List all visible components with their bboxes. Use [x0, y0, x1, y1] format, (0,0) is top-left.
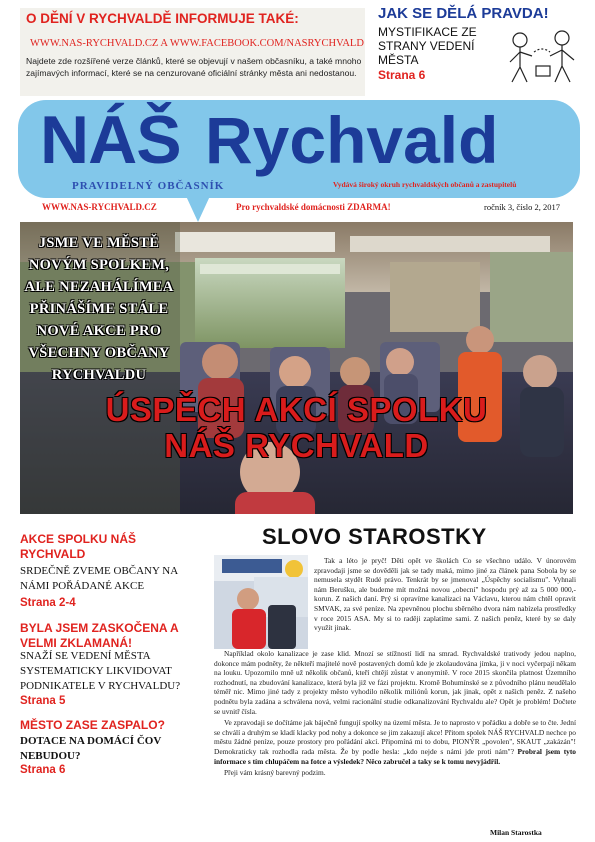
article-paragraph-4: Přeji vám krásný barevný podzim. — [224, 768, 326, 778]
left-item-3-page: Strana 6 — [20, 764, 66, 776]
cover-headline-line1: ÚSPĚCH AKCÍ SPOLKU — [105, 391, 488, 428]
cover-headline-line2: NÁŠ RYCHVALD — [164, 427, 429, 464]
masthead-publisher: Vydává široký okruh rychvaldských občanů a zastupitelů — [333, 180, 517, 189]
issue-number: ročník 3, číslo 2, 2017 — [484, 202, 561, 212]
info-box-text: Najdete zde rozšířené verze článků, které se objevují v našem občasníku, a také mnoho zajímavých informací, které se na cenzurované oficiální stránky města ani nedostanou. — [26, 56, 362, 78]
teaser-page-ref: Strana 6 — [378, 68, 426, 82]
info-box — [20, 8, 365, 96]
masthead-title-rychvald: Rychvald — [205, 103, 499, 177]
cover-headline — [20, 392, 573, 464]
left-item-3-head: MĚSTO ZASE ZASPALO? — [20, 718, 165, 732]
left-item-2-text: SNAŽÍ SE VEDENÍ MĚSTA SYSTEMATICKY LIKVIDOVAT PODNIKATELE V RYCHVALDU? — [20, 650, 181, 692]
teaser-text: MYSTIFIKACE ZE STRANY VEDENÍ MĚSTA — [378, 25, 477, 67]
article-paragraph-1 — [314, 556, 576, 635]
cover-overlay-text: JSME VE MĚSTĚ NOVÝM SPOLKEM, ALE NEZAHÁLÍMEA PŘINÁŠÍME STÁLE NOVÉ AKCE PRO VŠECHNY OBČANY RYCHVALDU — [24, 235, 174, 383]
article-paragraph-1-text: Tak a léto je pryč! Děti opět ve školách Co se všechno událo. V únorovém zpravodaji jsme se dověděli jak se tady maká, mimo jiné za článek pana Sobola by se nemusela stydět Rudé právo. Tenkrát by se jmenoval „Úspěchy socialismu". Vyhnali nám Berušku, ale budeme mít možná novou „obecní" hospodu prý až za 5 000 000,- korun. Z našich daní. Prý si opravíme kanalizaci na Václavu, kterou nám chtěl opravit SMVAK, za své peníze. Na zpevněnou plochu sběrného dvora nám nabízela prostředky v roce 2015 ASA. My si to raději zaplatíme sami. Z našich peněz, které by se daly využít jinak. — [314, 556, 576, 633]
article-paragraph-2: Například okolo kanalizace je zase klid. Mnozí se stížností lidí na smrad. Rychvaldské trativody jedou naplno, dokonce mám podněty, že někteří majitelé nově postavených domů kde je zkolaudována jímka, ji v noci vyčerpají někam na louku. Upozornilo mně už několik občanů, kteří chtějí zůstat v anonymitě. V roce 2015 skončila platnost Územního rozhodnutí, na zbudování kanalizace, která byla již ve fázi projektu. Kromě Bohumínské se z původního plánu neudělalo téměř nic. Mimo jiné tady z projekty město vyhodilo několik miliónů korun, jak jinak, opět z našich peněz. Z našeho podnětu byla zadána a schválena nová, velmi racionální studie odkanalizování Rychvaldu ale? Opět je problém! Dočtete se uvnitř čísla. — [214, 649, 576, 716]
left-item-3-text: DOTACE NA DOMÁCÍ ČOV NEBUDOU? — [20, 735, 162, 762]
left-item-1-head: AKCE SPOLKU NÁŠ RYCHVALD — [20, 532, 137, 561]
info-box-title: O DĚNÍ V RYCHVALDĚ INFORMUJE TAKÉ: — [26, 11, 299, 26]
masthead-subtitle: PRAVIDELNÝ OBČASNÍK — [72, 180, 225, 192]
article-title: SLOVO STAROSTKY — [262, 524, 487, 549]
left-item-2-page: Strana 5 — [20, 695, 66, 707]
article-photo — [214, 555, 308, 649]
article-paragraph-3-text: Ve zpravodaji se dočítáme jak báječně fungují spolky na území města. Je to naprosto v pořádku a dobře se to čte. Jední se chválí a druhým se kladí klacky pod nohy a dokonce se jim zakazují akce! Přitom spolek NÁŠ RYCHVALD nechce po městu žádné peníze, pouze prostory pro pořádání akcí. Připomíná mi to dobu, PIONÝR „povolen", SKAUT „zakázán"! Demokraticky tak rozhodla rada města. Že by podle hesla: „kdo nejde s námi jde proti nám"? — [214, 718, 576, 756]
teaser-title: JAK SE DĚLÁ PRAVDA! — [378, 5, 549, 22]
left-item-1-page: Strana 2-4 — [20, 597, 76, 609]
article-body — [214, 649, 576, 780]
masthead-bubble-tail — [186, 196, 210, 222]
free-notice: Pro rychvaldské domácnosti ZDARMA! — [236, 202, 391, 212]
masthead-title-nas: NÁŠ — [40, 102, 181, 178]
teaser-illustration — [500, 22, 588, 92]
article-paragraph-3-bold: Probral jsem tyto informace s tím chlupáčem na fotce a výsledek? Něco zabručel a taky se k tomu nevyjádřil. — [214, 746, 577, 766]
left-item-2-head: BYLA JSEM ZASKOČENA A VELMI ZKLAMANÁ! — [20, 621, 179, 650]
article-signature: Milan Starostka — [490, 828, 542, 837]
website-link[interactable]: WWW.NAS-RYCHVALD.CZ — [42, 202, 157, 212]
article-paragraph-3 — [214, 718, 576, 766]
info-box-links[interactable]: WWW.NAS-RYCHVALD.CZ A WWW.FACEBOOK.COM/NASRYCHVALD — [30, 38, 364, 49]
left-item-1-text: SRDEČNĚ ZVEME OBČANY NA NÁMI POŘÁDANÉ AKCE — [20, 565, 178, 592]
